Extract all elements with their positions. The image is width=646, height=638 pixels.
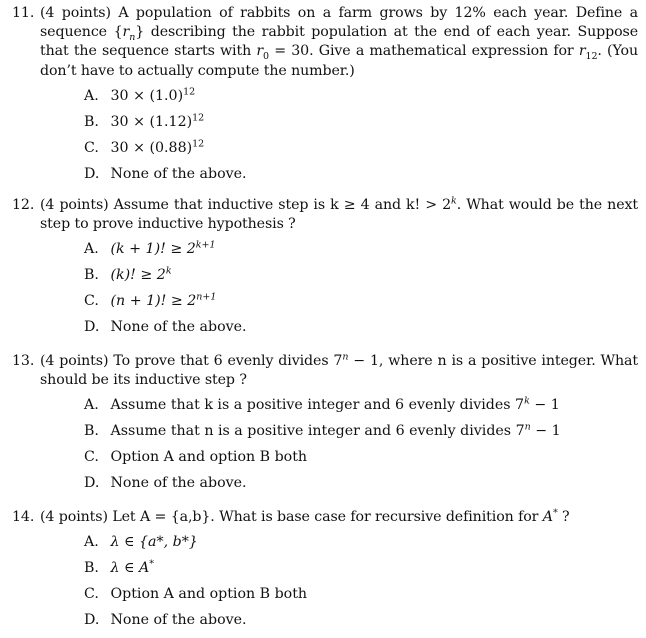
stem-text: = 30. Give a mathematical expression for: [269, 43, 579, 60]
question-11: [12, 4, 638, 191]
stem-text: . (You don’t have to actually compute the number.): [40, 43, 639, 79]
answer-options: [12, 533, 638, 637]
question-number: 12.: [12, 197, 35, 213]
question-14: [12, 508, 638, 637]
sequence-math: $\{r_n\}$: [113, 24, 145, 44]
option-c[interactable]: C. Option A and option B both: [84, 586, 308, 603]
question-points: (4 points): [40, 353, 109, 369]
question-stem: [12, 508, 638, 527]
stem-exponent: n: [342, 351, 349, 363]
stem-text: Assume that inductive step is k ≥ 4 and k! > 2: [113, 197, 452, 213]
option-a[interactable]: A. (k + 1)! ≥ $2^{k+1}$: [84, 239, 216, 258]
stem-text: . What would be the next step to prove inductive hypothesis ?: [40, 197, 638, 233]
question-stem: [12, 352, 638, 390]
question-number: 13.: [12, 353, 35, 369]
option-b[interactable]: B. $30 \times (1.12)^{12}$: [84, 112, 205, 130]
option-a[interactable]: A. $30 \times (1.0)^{12}$: [84, 86, 196, 104]
answer-options: [12, 396, 638, 500]
answer-options: [12, 240, 638, 344]
option-c[interactable]: C. Option A and option B both: [84, 449, 308, 466]
stem-text: − 1, where n is a positive integer. What should be its inductive step ?: [40, 353, 639, 389]
question-stem: [12, 4, 638, 81]
question-stem: [12, 196, 638, 234]
option-d[interactable]: D. None of the above.: [84, 475, 247, 492]
stem-text: Let A = {a,b}. What is base case for recursive definition for: [112, 509, 543, 525]
r12-math: $r_{12}$: [578, 43, 598, 63]
stem-text: To prove that 6 evenly divides 7: [113, 353, 343, 369]
question-points: (4 points): [40, 197, 109, 213]
option-a[interactable]: A. λ ∈ {a*, b*}: [84, 534, 198, 551]
stem-variable: A: [542, 509, 553, 525]
option-b[interactable]: B. (k)! ≥ $2^k$: [84, 265, 172, 284]
stem-text: describing the rabbit population at the end of each year. Suppose that the sequence starts with: [40, 24, 638, 60]
question-number: 14.: [12, 509, 35, 525]
stem-exponent: *: [552, 507, 558, 519]
question-points: (4 points): [40, 5, 111, 21]
option-b[interactable]: B. Assume that n is a positive integer and 6 evenly divides $7^n - 1$: [84, 421, 561, 440]
answer-options: [12, 87, 638, 191]
option-b[interactable]: B. λ ∈ A*: [84, 558, 155, 577]
option-d[interactable]: D. None of the above.: [84, 319, 247, 336]
option-c[interactable]: C. (n + 1)! ≥ $2^{n+1}$: [84, 291, 217, 310]
option-a[interactable]: A. Assume that k is a positive integer and 6 evenly divides $7^k - 1$: [84, 395, 560, 414]
question-points: (4 points): [40, 509, 108, 525]
stem-text: ?: [557, 509, 570, 525]
option-d[interactable]: D. None of the above.: [84, 165, 247, 182]
question-number: 11.: [12, 5, 35, 21]
option-c[interactable]: C. $30 \times (0.88)^{12}$: [84, 138, 205, 156]
question-13: [12, 352, 638, 500]
stem-exponent: k: [451, 195, 457, 207]
option-d[interactable]: D. None of the above.: [84, 612, 247, 629]
stem-text: A population of rabbits on a farm grows by 12% each year. Define a sequence: [40, 5, 638, 41]
r0-math: $r_0$: [256, 43, 269, 63]
question-12: [12, 196, 638, 344]
